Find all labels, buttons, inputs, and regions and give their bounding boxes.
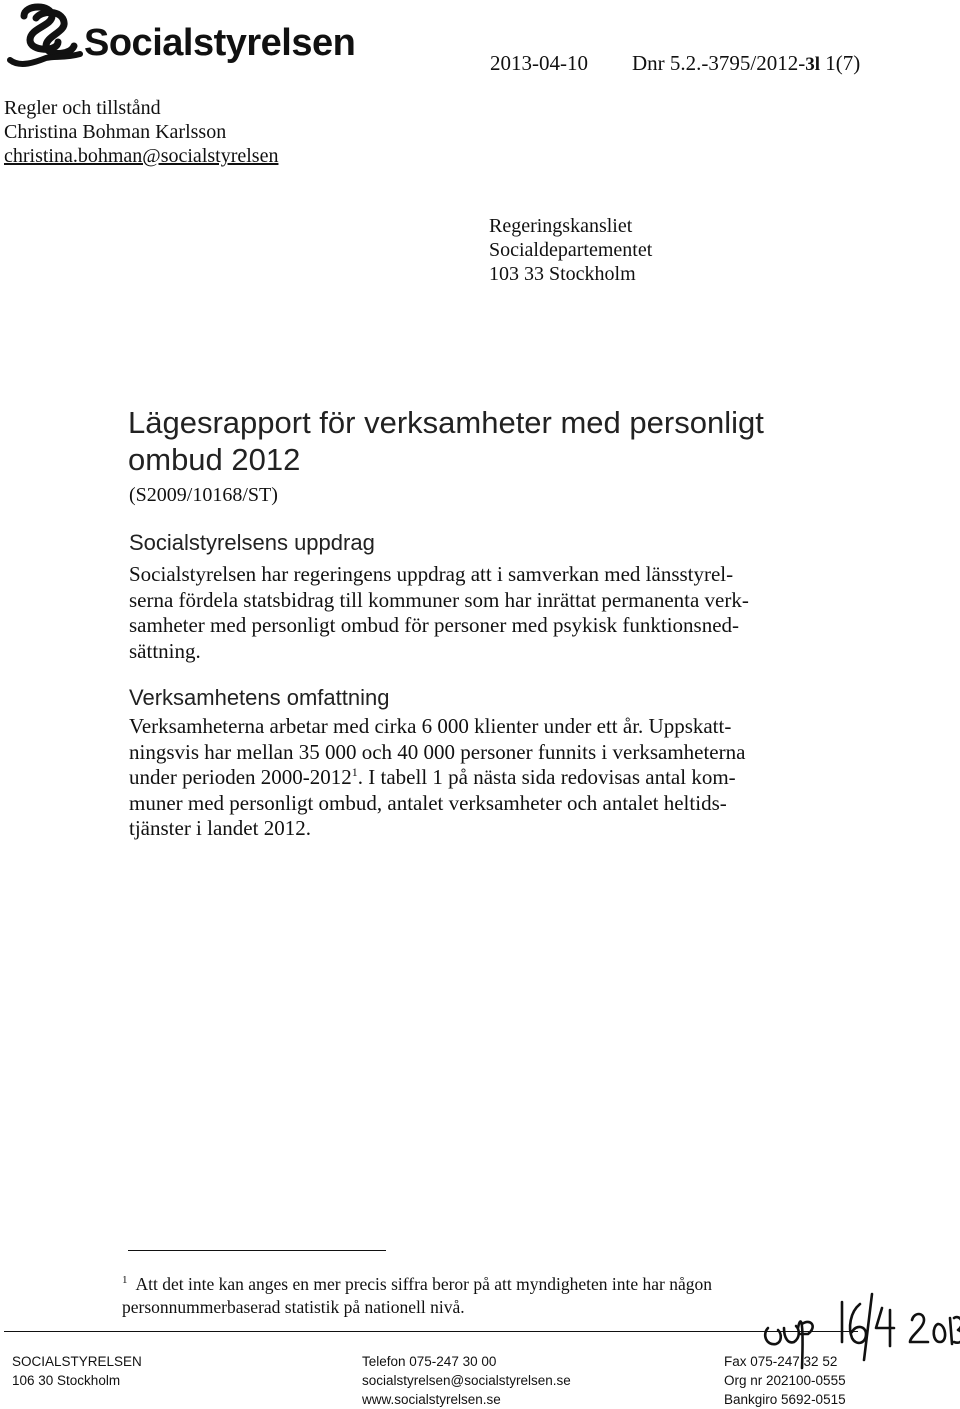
body-line: Verksamheterna arbetar med cirka 6 000 klienter under ett år. Uppskatt- — [129, 714, 732, 738]
logo-wordmark: Socialstyrelsen — [84, 22, 356, 64]
document-case-number: (S2009/10168/ST) — [129, 484, 278, 506]
footnote-text: Att det inte kan anges en mer precis siffra beror på att myndigheten inte har någon — [135, 1274, 712, 1294]
dnr-handwritten: 3l — [805, 54, 821, 75]
dnr-text: Dnr 5.2.-3795/2012- — [632, 51, 806, 75]
footer-email[interactable]: socialstyrelsen@socialstyrelsen.se — [362, 1373, 571, 1388]
footnote-line-2: personnummerbaserad statistik på nationell nivå. — [122, 1297, 465, 1317]
title-line-2: ombud 2012 — [128, 442, 301, 477]
title-line-1: Lägesrapport för verksamheter med personligt — [128, 405, 764, 440]
footer-contact — [362, 1352, 571, 1409]
footer-postal: 106 30 Stockholm — [12, 1373, 121, 1388]
sender-block — [4, 96, 278, 168]
document-reference-number — [632, 51, 860, 76]
footer-registration — [724, 1352, 846, 1409]
section-heading-uppdrag: Socialstyrelsens uppdrag — [129, 530, 375, 555]
sender-department: Regler och tillstånd — [4, 97, 161, 119]
section-heading-omfattning: Verksamhetens omfattning — [129, 685, 390, 710]
body-line — [129, 765, 745, 791]
body-text: . I tabell 1 på nästa sida redovisas antal kom- — [357, 765, 736, 790]
footer-fax: Fax 075-247 32 52 — [724, 1354, 838, 1369]
footnote — [122, 1269, 712, 1319]
document-title — [128, 404, 764, 478]
footer-org: SOCIALSTYRELSEN — [12, 1354, 142, 1369]
body-line: Socialstyrelsen har regeringens uppdrag att i samverkan med länsstyrel- — [129, 562, 734, 586]
section-body-omfattning — [129, 714, 745, 842]
footer-bankgiro: Bankgiro 5692-0515 — [724, 1392, 846, 1407]
recipient-address — [489, 214, 652, 286]
footer-phone: Telefon 075-247 30 00 — [362, 1354, 497, 1369]
body-line: serna fördela statsbidrag till kommuner som har inrättat permanenta verk- — [129, 587, 749, 612]
sender-email[interactable]: christina.bohman@socialstyrelsen — [4, 145, 279, 167]
footnote-separator — [128, 1250, 386, 1251]
recipient-line-3: 103 33 Stockholm — [489, 263, 636, 285]
section-body-uppdrag — [129, 562, 749, 664]
footnote-number: 1 — [122, 1274, 128, 1286]
footer-web[interactable]: www.socialstyrelsen.se — [362, 1392, 501, 1407]
footer-address — [12, 1352, 142, 1390]
recipient-line-1: Regeringskansliet — [489, 215, 633, 237]
document-date: 2013-04-10 — [490, 51, 588, 75]
footnote-reference[interactable]: 1 — [351, 765, 358, 780]
body-line: tjänster i landet 2012. — [129, 816, 311, 841]
socialstyrelsen-logo-icon — [6, 2, 86, 68]
footer-separator — [4, 1331, 858, 1332]
body-line: ningsvis har mellan 35 000 och 40 000 personer funnits i verksamheterna — [129, 739, 746, 764]
page-indicator: 1(7) — [825, 51, 861, 75]
recipient-line-2: Socialdepartementet — [489, 239, 653, 261]
body-text: under perioden 2000-2012 — [129, 765, 352, 790]
body-line: sättning. — [129, 638, 201, 663]
body-line: samheter med personligt ombud för personer med psykisk funktionsned- — [129, 613, 740, 638]
sender-name: Christina Bohman Karlsson — [4, 121, 227, 143]
body-line: muner med personligt ombud, antalet verksamheter och antalet heltids- — [129, 790, 727, 815]
footnote-line-1 — [122, 1269, 712, 1296]
footer-org-nr: Org nr 202100-0555 — [724, 1373, 846, 1388]
